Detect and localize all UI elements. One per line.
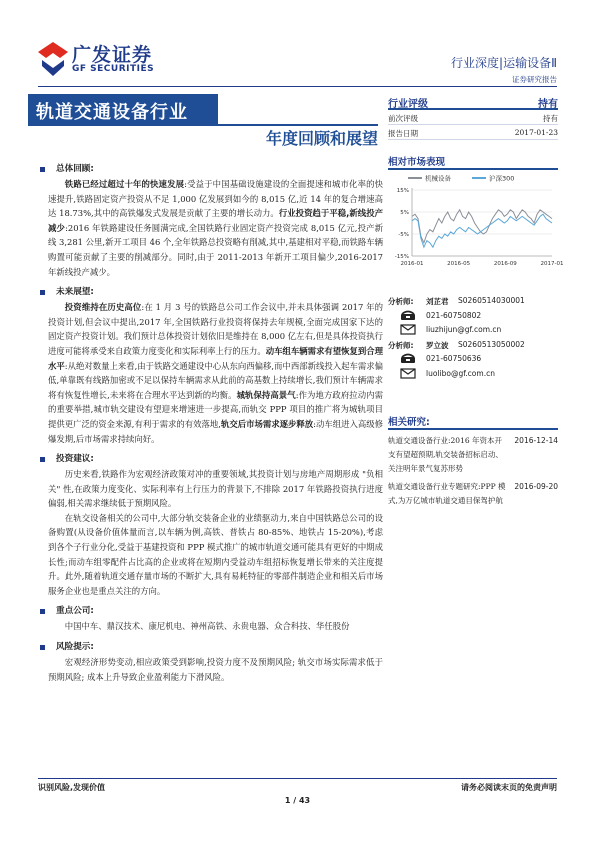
highlight-text: 投资维持在历史高位 xyxy=(64,302,142,313)
rating-row-label: 前次评级 xyxy=(388,114,418,123)
phone-icon xyxy=(400,353,416,364)
highlight-text: 轨交后市场需求逐步释放 xyxy=(220,418,314,429)
bullet-icon xyxy=(40,167,45,172)
rating-row xyxy=(388,125,558,140)
y-tick-label: -15% xyxy=(394,254,409,260)
related-item[interactable] xyxy=(388,434,558,476)
page-subtitle: 年度回顾和展望 xyxy=(265,129,378,148)
paragraph: 历史来看,铁路作为宏观经济政策对冲的重要领域,其投资计划与房地产周期形成 "负相关" 性,在政策力度变化、实际利率有上行压力的背景下,不排除 2017 年铁路投资执行进度偏弱,相关需求继续低于预期风险。 xyxy=(48,469,383,509)
highlight-text: 行业投资趋于平稳,新线投产减少 xyxy=(48,208,383,233)
analyst-block xyxy=(388,294,558,381)
x-tick-label: 2017-01 xyxy=(540,261,564,267)
related-item-text[interactable]: 轨道交通设备行业专题研究:PPP 模式,为万亿城市轨道交通目保驾护航 xyxy=(388,482,506,505)
sidebar xyxy=(388,94,564,274)
brand-name-cn: 广发证券 xyxy=(72,44,153,66)
phone-icon xyxy=(400,310,416,321)
section-heading xyxy=(38,285,383,300)
analyst-id: S0260513050002 xyxy=(458,339,525,349)
bullet-icon xyxy=(40,457,45,462)
page-title: 轨道交通设备行业 xyxy=(36,102,188,123)
header-divider xyxy=(38,86,557,87)
analyst-email[interactable]: luolibo@gf.com.cn xyxy=(426,368,495,378)
rating-row-label: 报告日期 xyxy=(388,129,418,138)
rating-row-value: 2017-01-23 xyxy=(514,128,558,137)
highlight-text: 铁路已经过超过十年的快速发展 xyxy=(64,179,185,189)
x-tick-label: 2016-05 xyxy=(447,261,471,267)
rating-row xyxy=(388,110,558,125)
title-box xyxy=(28,94,218,124)
body-text: :动车组进入高级修爆发期,后市场需求持续向好。 xyxy=(48,418,384,444)
y-tick-label: 15% xyxy=(396,188,409,194)
series-line xyxy=(412,210,552,243)
x-tick-label: 2016-09 xyxy=(493,261,517,267)
page-number: 1 / 43 xyxy=(284,796,311,805)
paragraph: 宏观经济形势变动,相应政策受到影响,投资力度不及预期风险; 轨交市场实际需求低于预期风险; 成本上升导致企业盈利能力下滑风险。 xyxy=(48,657,383,682)
section-heading xyxy=(38,162,383,177)
paragraph: 中国中车、鼎汉技术、康尼机电、神州高铁、永贵电器、众合科技、华任股份 xyxy=(64,621,350,632)
body-text: :2016 年铁路建设任务圆满完成,全国铁路行业固定资产投资完成 8,015 亿元,投产新线 3,281 公里,新开工项目 46 个,全年铁路总投资略有削减,其中,基建相对平稳,而铁路车辆购置可能贡献了主要的削减部分。同时,由于 2011-2013 年新开工项目偏少,2016-2017 年新线投产减少。 xyxy=(48,222,384,277)
related-item-date: 2016-09-20 xyxy=(514,482,558,491)
analyst-id: S0260514030001 xyxy=(458,296,525,305)
related-item-text[interactable]: 轨道交通设备行业:2016 年资本开支有望超预期,轨交装备招标启动、关注明年景气复苏形势 xyxy=(388,436,503,473)
analyst-email-row xyxy=(388,323,558,338)
section-heading xyxy=(38,604,383,619)
related-item-date: 2016-12-14 xyxy=(514,436,558,445)
rating-value: 持有 xyxy=(538,99,558,110)
legend-label: 沪深300 xyxy=(489,174,515,183)
analyst-row xyxy=(388,338,558,353)
body-text: :作为地方政府拉动内需的重要举措,城市轨交建设有望迎来增速进一步提高,而轨交 PPP 项目的推广将为城轨项目提供更广泛的资金来源,有利于需求的有效落地, xyxy=(48,389,384,429)
section-heading-text: 总体回顾: xyxy=(56,164,94,174)
footer-divider xyxy=(38,778,557,779)
analyst-email[interactable]: liuzhijun@gf.com.cn xyxy=(426,325,502,334)
bullet-icon xyxy=(40,645,45,650)
related-research xyxy=(388,414,558,508)
related-item[interactable] xyxy=(388,480,558,508)
analyst-name: 刘芷君 xyxy=(426,297,449,306)
brand-logo-icon xyxy=(38,42,68,76)
analyst-phone: 021-60750636 xyxy=(426,354,482,363)
footer-slogan: 识别风险,发现价值 xyxy=(38,783,106,792)
brand-name-en: GF SECURITIES xyxy=(72,64,155,74)
market-title: 相对市场表现 xyxy=(388,157,446,168)
mail-icon xyxy=(400,324,416,335)
analyst-phone-row xyxy=(388,352,558,367)
body-text: :从绝对数量上来看,由于铁路交通建设中心从东向西偏移,而中西部新线投入起车需求偏低,单靠既有线路加密或不足以保持车辆需求从此前的高基数上持续增长,我们预计车辆需求将有恢复性增长,未来将在合理水平达到新的均衡。 xyxy=(48,360,383,400)
section-heading xyxy=(38,452,383,467)
market-chart xyxy=(388,168,564,274)
section-heading-text: 投资建议: xyxy=(56,454,94,465)
rating-header xyxy=(388,94,558,110)
analyst-label: 分析师: xyxy=(388,340,414,350)
bullet-icon xyxy=(40,290,45,295)
analyst-label: 分析师: xyxy=(388,297,414,306)
bullet-icon xyxy=(40,609,45,614)
section-heading-text: 风险提示: xyxy=(56,642,94,653)
analyst-email-row xyxy=(388,367,558,382)
main-content xyxy=(38,162,383,684)
paragraph: 在轨交设备相关的公司中,大部分轨交装备企业的业绩驱动力,来自中国铁路总公司的设备购置(从设备价值体量而言,以车辆为例,高铁、普铁占 80-85%、地铁占 15-20%),考虑到各个子行业分化,受益于基建投资和 PPP 模式推广的城市轨道交通可能具有更好的中期成长性;而动车组零配件占比高的企业或将在短期内受益动车组招标恢复增长带来的关注度提升。此外,随着轨道交通存量市场的不断扩大,具有易耗特征的零部件制造企业和相关后市场服务企业也是重点关注的方向。 xyxy=(48,512,383,596)
legend-label: 机械设备 xyxy=(425,174,451,183)
analyst-row xyxy=(388,294,558,309)
analyst-phone: 021-60750802 xyxy=(426,310,482,320)
analyst-phone-row xyxy=(388,309,558,324)
report-type: 行业深度|运输设备Ⅱ xyxy=(451,56,557,70)
body-text: :在 1 月 3 号的铁路总公司工作会议中,并未具体强调 2017 年的投资计划,但会议中提出,2017 年,全国铁路行业投资将保持去年规模,全面完成国家下达的固定资产投资计划。我们预计总体投资计划依旧是维持在 8,000 亿左右,但是具体投资执行进度可能将承受来自政策力度变化和实际利率上行的压力。 xyxy=(48,302,383,356)
report-subtype: 证券研究报告 xyxy=(512,75,557,84)
section-heading-text: 重点公司: xyxy=(56,606,94,617)
mail-icon xyxy=(400,368,416,379)
y-tick-label: 5% xyxy=(400,210,409,216)
y-tick-label: -5% xyxy=(398,232,409,238)
section-heading xyxy=(38,640,383,655)
market-chart-svg xyxy=(388,170,564,274)
paragraph xyxy=(38,177,383,279)
brand-logo xyxy=(38,40,183,80)
paragraph xyxy=(38,300,383,446)
highlight-text: 动车组车辆需求有望恢复到合理水平 xyxy=(48,345,383,371)
x-tick-label: 2016-01 xyxy=(400,261,424,267)
section-heading-text: 未来展望: xyxy=(56,287,94,298)
rating-row-value: 持有 xyxy=(543,114,558,123)
body-text: :受益于中国基础设施建设的全面提速和城市化率的快速提升,铁路固定资产投资从不足 1,000 亿发展到如今的 8,015 亿,近 14 年的复合增速高达 18.73%,其中的高铁爆发式发展是贡献了主要的增长动力。 xyxy=(48,179,384,219)
highlight-text: 城轨保持高景气 xyxy=(236,389,296,400)
rating-label: 行业评级 xyxy=(388,99,428,110)
analyst-name: 罗立波 xyxy=(426,340,449,350)
related-title: 相关研究: xyxy=(388,414,558,430)
report-header xyxy=(451,54,557,85)
title-band xyxy=(28,94,378,152)
footer-disclaimer: 请务必阅读末页的免责声明 xyxy=(461,783,557,792)
